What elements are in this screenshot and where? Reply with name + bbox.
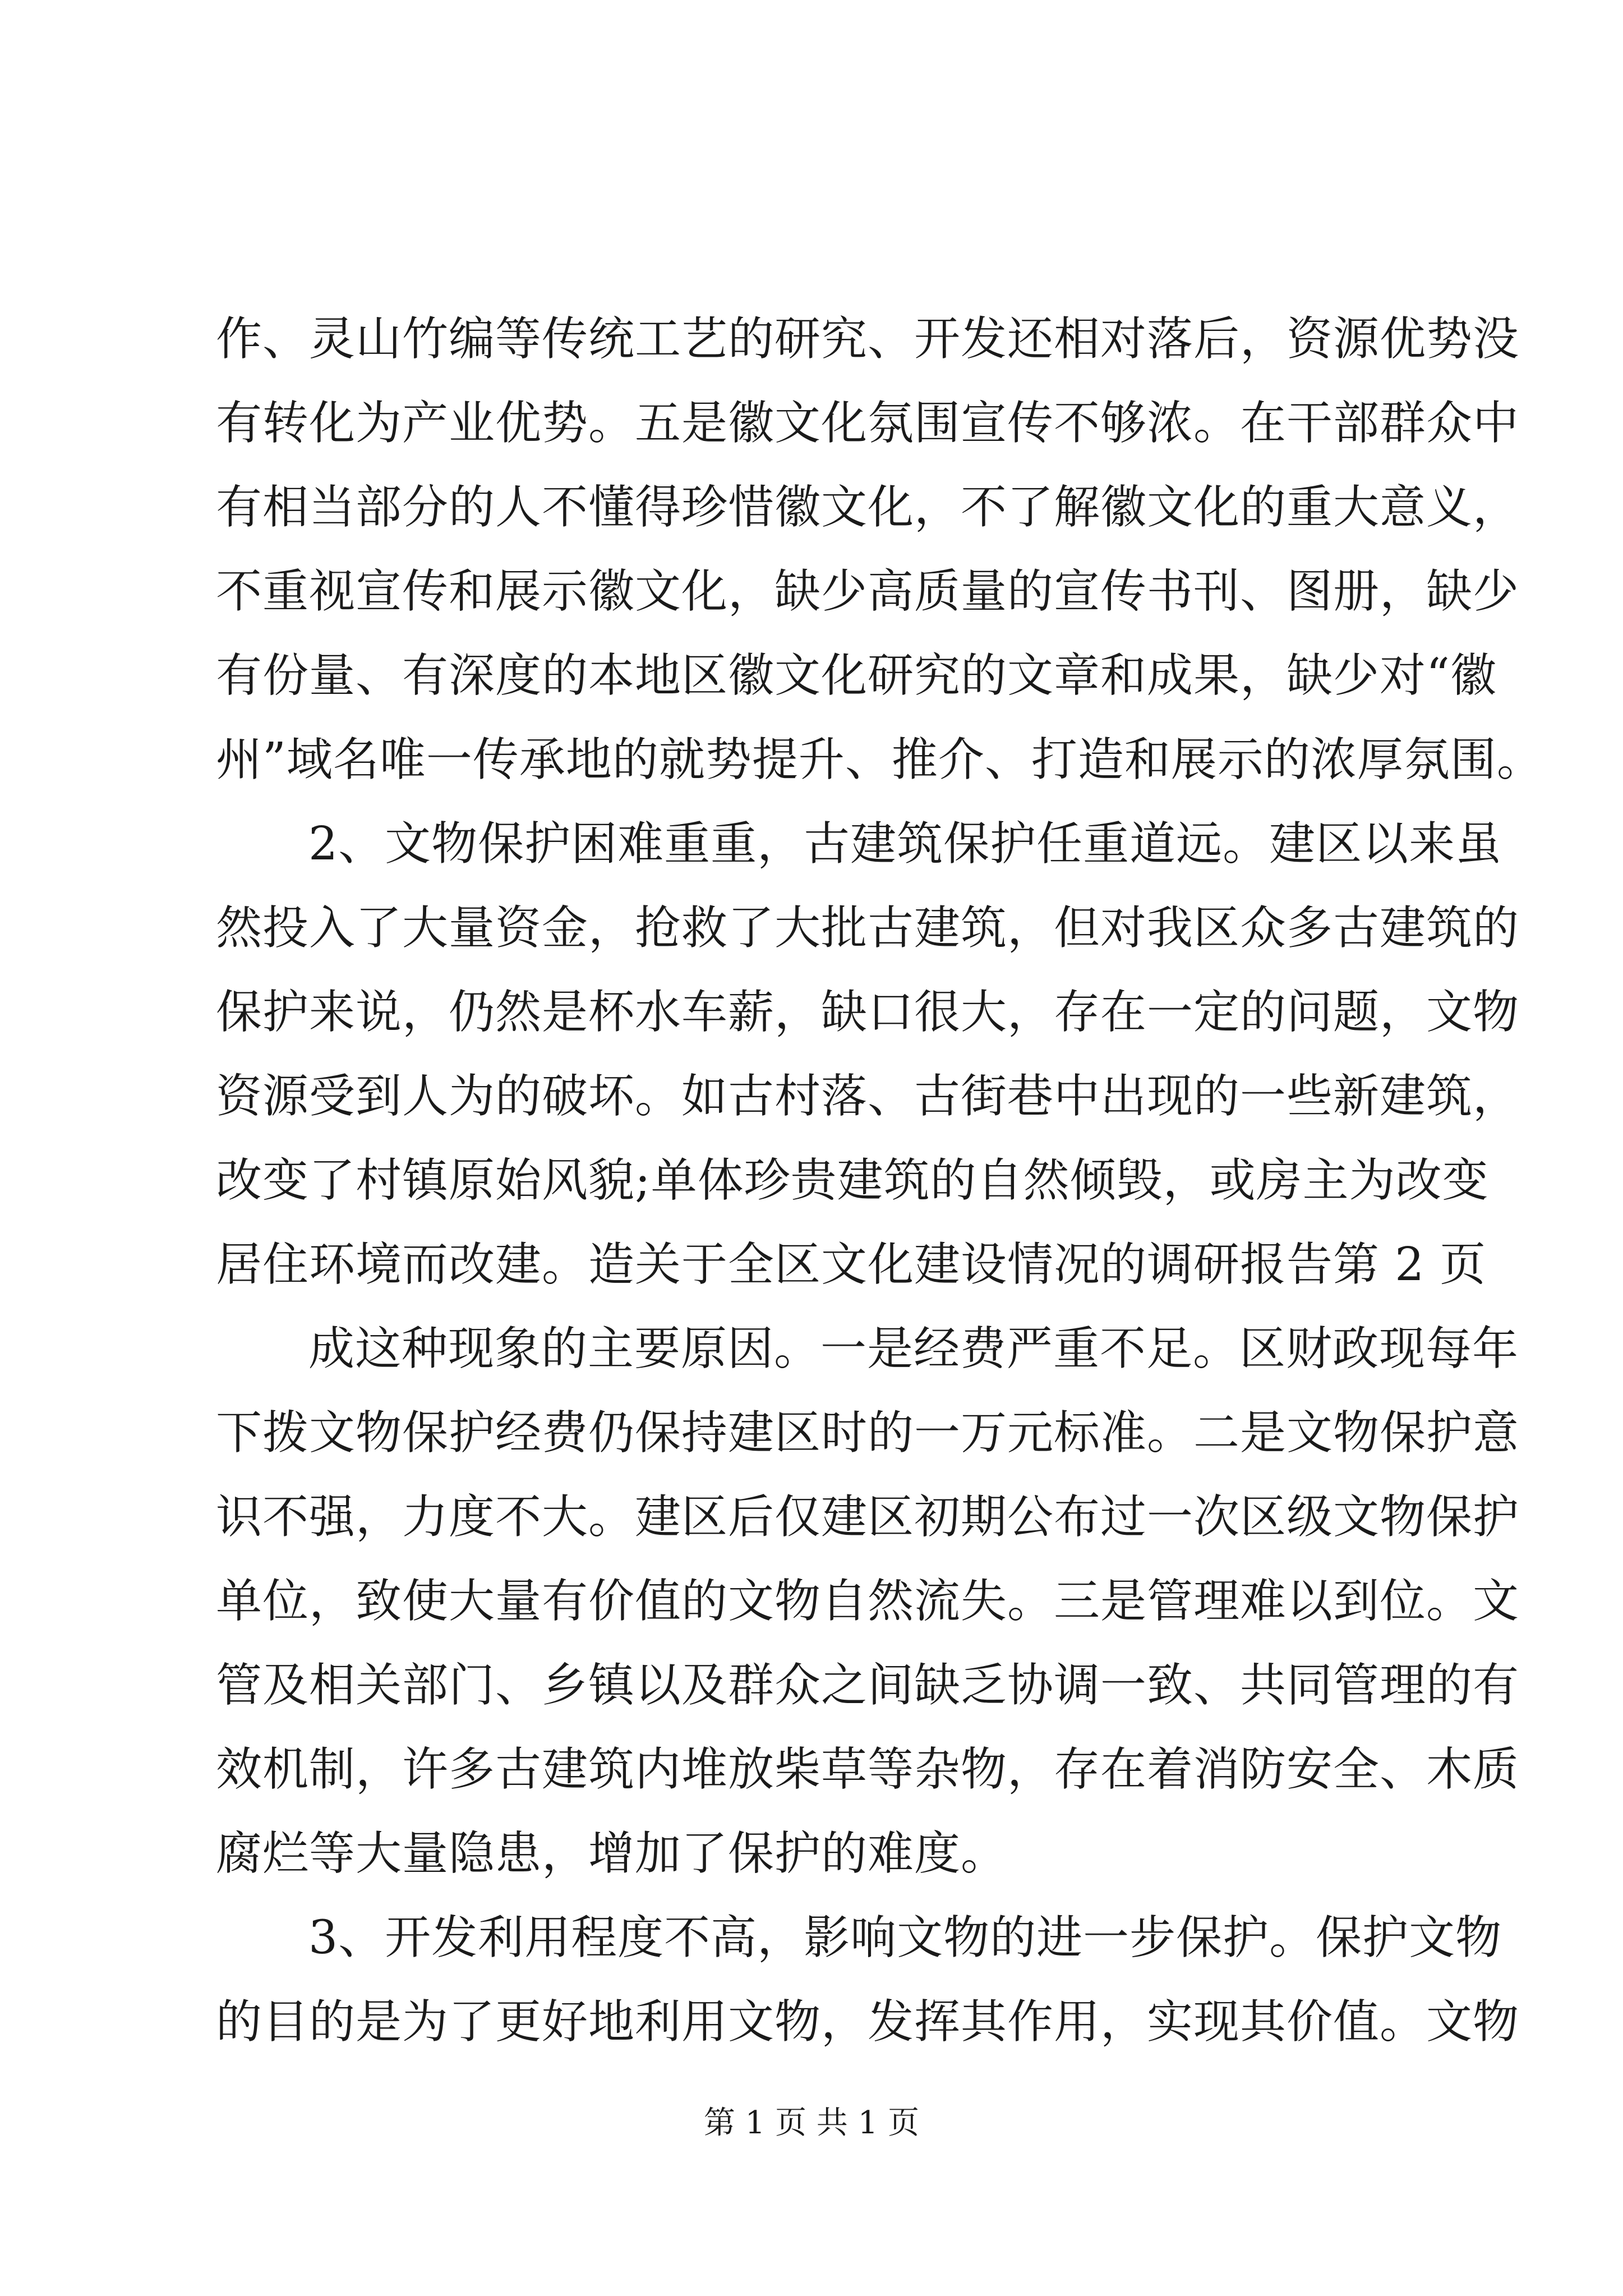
text-line: 州”域名唯一传承地的就势提升、推介、打造和展示的浓厚氛围。 — [216, 733, 1543, 786]
page-number: 第 1 页 共 1 页 — [703, 2105, 920, 2141]
text-line: 不重视宣传和展示徽文化，缺少高质量的宣传书刊、图册，缺少 — [216, 565, 1520, 618]
text-line: 管及相关部门、乡镇以及群众之间缺乏协调一致、共同管理的有 — [216, 1659, 1520, 1712]
paragraph-start-line: 成这种现象的主要原因。一是经费严重不足。区财政现每年 — [308, 1322, 1519, 1375]
text-line: 资源受到人为的破坏。如古村落、古街巷中出现的一些新建筑， — [216, 1070, 1520, 1123]
paragraph-start-line: 2、文物保护困难重重，古建筑保护任重道远。建区以来虽 — [308, 817, 1502, 871]
text-line: 效机制，许多古建筑内堆放柴草等杂物，存在着消防安全、木质 — [216, 1743, 1520, 1796]
text-line: 腐烂等大量隐患，增加了保护的难度。 — [216, 1827, 1008, 1880]
text-line: 居住环境而改建。造关于全区文化建设情况的调研报告第 2 页 — [216, 1238, 1487, 1291]
text-line: 的目的是为了更好地利用文物，发挥其作用，实现其价值。文物 — [216, 1995, 1520, 2049]
text-line: 作、灵山竹编等传统工艺的研究、开发还相对落后，资源优势没 — [216, 312, 1520, 366]
text-line: 有转化为产业优势。五是徽文化氛围宣传不够浓。在干部群众中 — [216, 397, 1520, 450]
page-footer — [0, 2104, 1623, 2143]
text-line: 有相当部分的人不懂得珍惜徽文化，不了解徽文化的重大意义， — [216, 481, 1520, 534]
body-text — [216, 297, 1543, 2064]
text-line: 下拨文物保护经费仍保持建区时的一万元标准。二是文物保护意 — [216, 1406, 1520, 1460]
text-line: 保护来说，仍然是杯水车薪，缺口很大，存在一定的问题，文物 — [216, 986, 1520, 1039]
paragraph-start-line: 3、开发利用程度不高，影响文物的进一步保护。保护文物 — [308, 1911, 1502, 1964]
text-line: 单位，致使大量有价值的文物自然流失。三是管理难以到位。文 — [216, 1575, 1520, 1628]
text-line: 改变了村镇原始风貌;单体珍贵建筑的自然倾毁，或房主为改变 — [216, 1154, 1489, 1207]
text-line: 有份量、有深度的本地区徽文化研究的文章和成果，缺少对“徽 — [216, 649, 1497, 702]
text-line: 然投入了大量资金，抢救了大批古建筑，但对我区众多古建筑的 — [216, 901, 1520, 955]
text-line: 识不强，力度不大。建区后仅建区初期公布过一次区级文物保护 — [216, 1490, 1520, 1544]
